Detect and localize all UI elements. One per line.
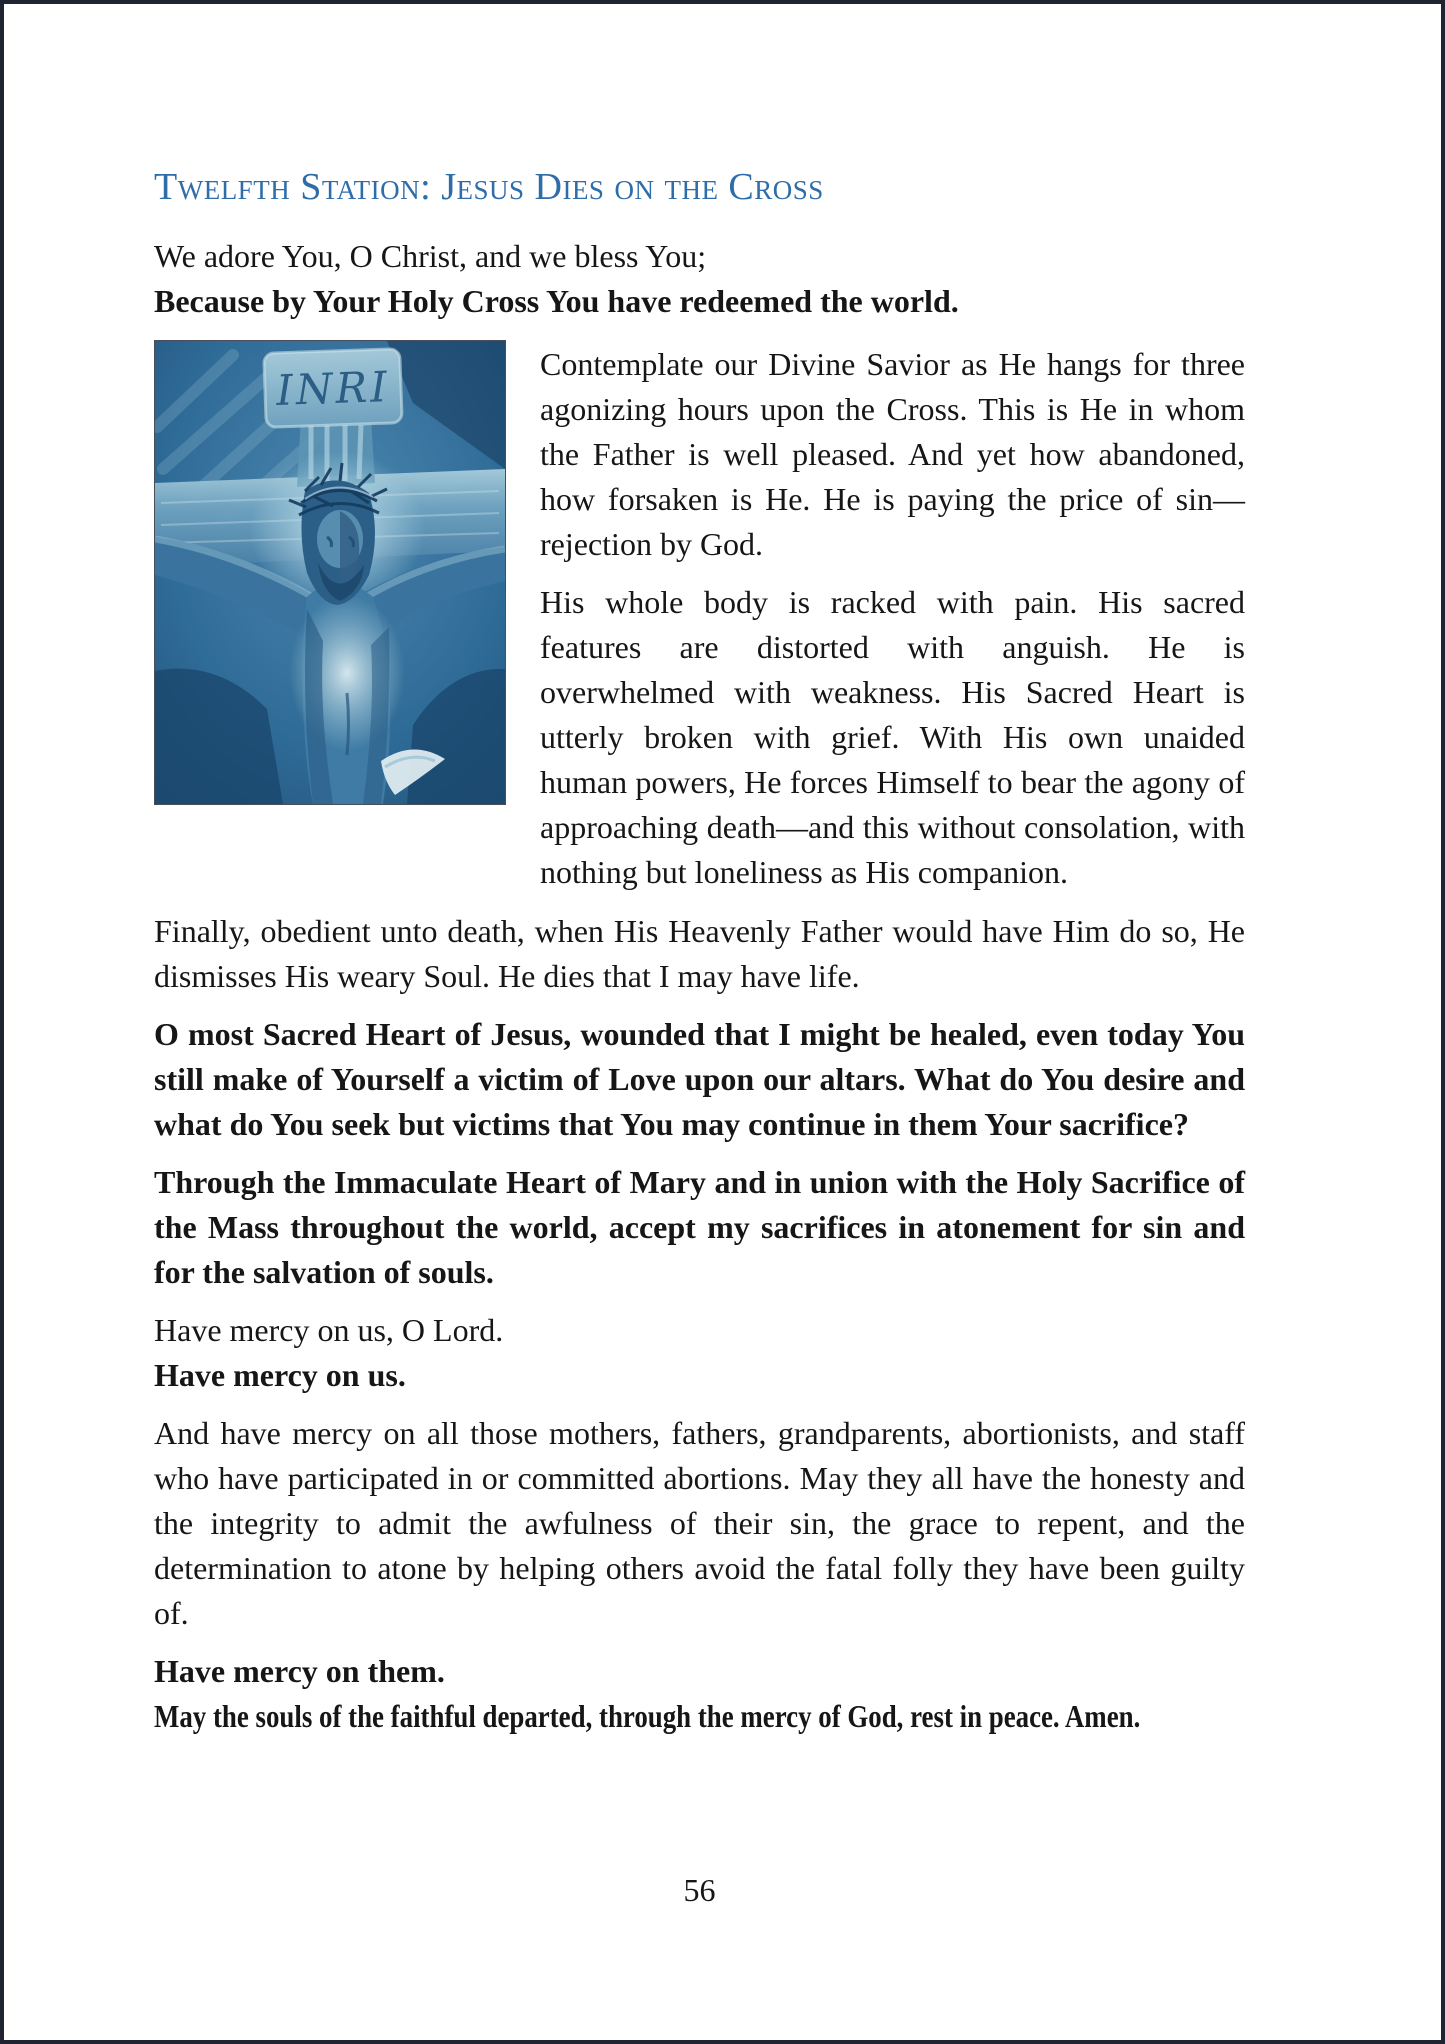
mercy-them-line: Have mercy on them. [154, 1653, 445, 1689]
meditation-text-column [540, 340, 1245, 895]
page-title: Twelfth Station: Jesus Dies on the Cross [154, 166, 824, 208]
mercy-lord-line: Have mercy on us, O Lord. [154, 1312, 504, 1348]
page-number: 56 [683, 1872, 716, 1908]
sacred-heart-prayer: O most Sacred Heart of Jesus, wounded that I might be healed, even today You still make of Yourself a victim of Love upon our altars. What do You desire and what do You seek but victims that You may continue in them Your sacrifice? [154, 1016, 1245, 1142]
mercy-us-line: Have mercy on us. [154, 1357, 406, 1393]
meditation-paragraph-1: Contemplate our Divine Savior as He hangs for three agonizing hours upon the Cross. This is He in whom the Father is well pleased. And yet how abandoned, how forsaken is He. He is paying the price of sin—rejection by God. [540, 346, 1245, 562]
crucifixion-image [154, 340, 506, 805]
mercy-all-paragraph: And have mercy on all those mothers, fathers, grandparents, abortionists, and staff who have participated in or committed abortions. May they all have the honesty and the integrity to admit the awfulness of their sin, the grace to repent, and the determination to atone by helping others avoid the fatal folly they have been guilty of. [154, 1415, 1245, 1631]
mercy-couplet [154, 1308, 1245, 1398]
meditation-block [154, 340, 1245, 895]
meditation-paragraph-3: Finally, obedient unto death, when His Heavenly Father would have Him do so, He dismisses His weary Soul. He dies that I may have life. [154, 913, 1245, 994]
inri-inscription: INRI [275, 362, 391, 415]
meditation-paragraph-2: His whole body is racked with pain. His sacred features are distorted with anguish. He is overwhelmed with weakness. His Sacred Heart is utterly broken with grief. With His own unaided human powers, He forces Himself to bear the agony of approaching death—and this without consolation, with nothing but loneliness as His companion. [540, 584, 1245, 890]
adoration-line-2: Because by Your Holy Cross You have redeemed the world. [154, 283, 959, 319]
adoration-couplet [154, 234, 1245, 324]
immaculate-heart-prayer: Through the Immaculate Heart of Mary and in union with the Holy Sacrifice of the Mass throughout the world, accept my sacrifices in atonement for sin and for the salvation of souls. [154, 1164, 1245, 1290]
faithful-departed-text: May the souls of the faithful departed, through the mercy of God, rest in peace. Amen. [154, 1698, 1141, 1734]
faithful-departed-line [154, 1694, 1245, 1739]
closing-couplet [154, 1649, 1245, 1739]
adoration-line-1: We adore You, O Christ, and we bless You; [154, 238, 707, 274]
crucifixion-artwork [155, 341, 505, 804]
